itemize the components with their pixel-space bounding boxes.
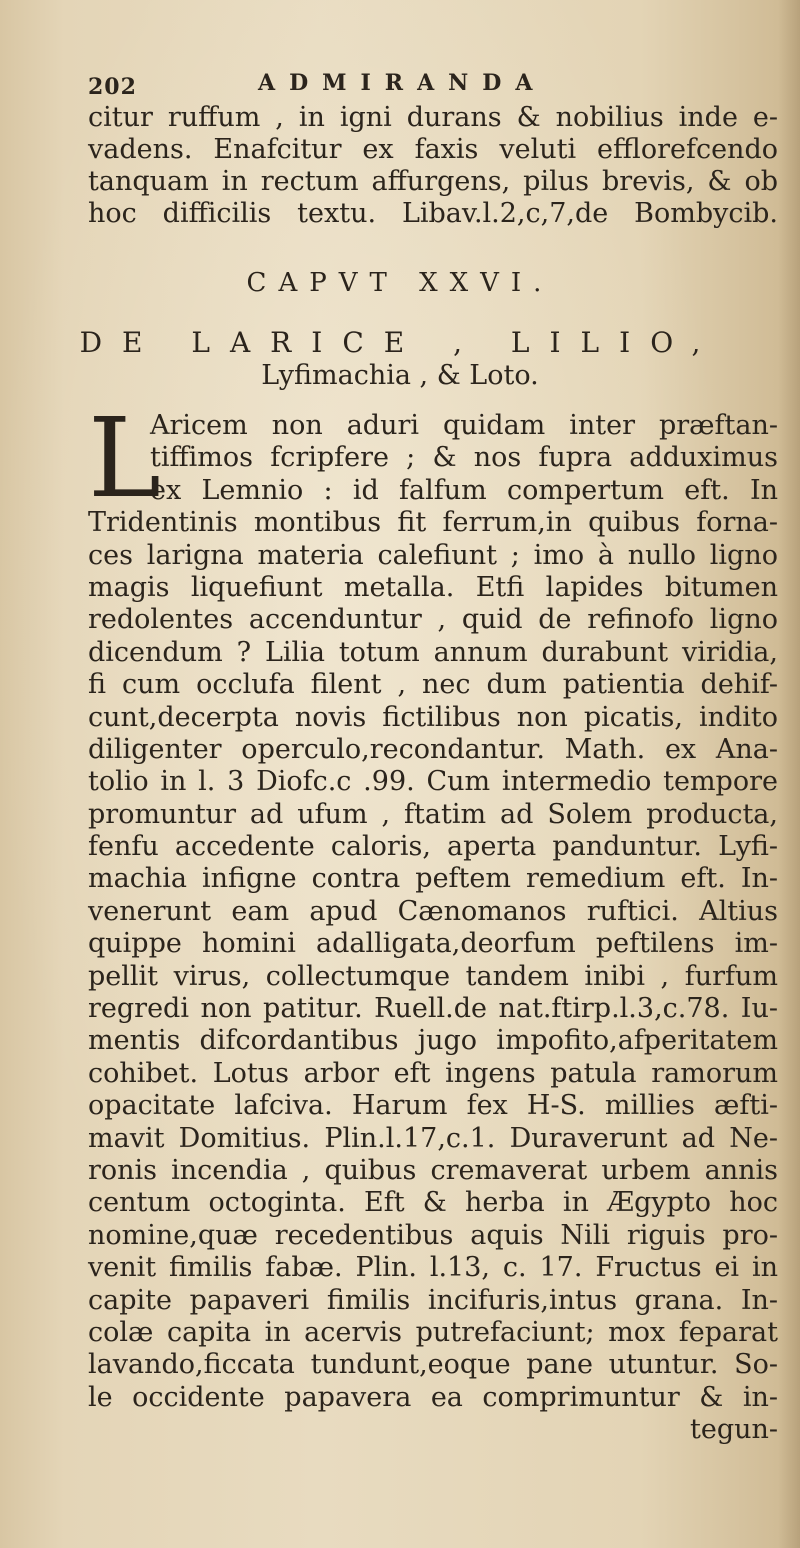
text-line: tiffimos fcripfere ; & nos fupra adduximus — [150, 442, 778, 474]
text-line: quippe homini adalligata,deorfum peftilens im- — [88, 928, 778, 960]
text-line: tolio in l. 3 Diofc.c .99. Cum intermedio tempore — [88, 766, 778, 798]
text-line: ex Lemnio : id falfum compertum eft. In — [150, 474, 778, 506]
text-line: tanquam in rectum affurgens, pilus brevis, & ob — [88, 166, 778, 197]
text-line: dicendum ? Lilia totum annum durabunt viridia, — [88, 636, 778, 668]
text-line: ces larigna materia calefiunt ; imo à nullo ligno — [88, 539, 778, 571]
chapter-heading: CAPVT XXVI. — [246, 268, 554, 298]
continued-text — [88, 102, 778, 230]
page-number: 202 — [88, 74, 137, 100]
text-line: venit fimilis fabæ. Plin. l.13, c. 17. Fructus ei in — [88, 1252, 778, 1284]
text-line: ronis incendia , quibus cremaverat urbem annis — [88, 1154, 778, 1186]
running-title: ADMIRANDA — [258, 70, 547, 96]
text-line: fi cum occlufa filent , nec dum patientia dehif- — [88, 669, 778, 701]
text-line: Tridentinis montibus fit ferrum,in quibus forna- — [88, 507, 778, 539]
drop-cap: L — [88, 394, 162, 522]
text-line: diligenter operculo,recondantur. Math. ex Ana- — [88, 733, 778, 765]
text-line: hoc difficilis textu. Libav.l.2,c,7,de Bombycib. — [88, 198, 778, 229]
text-line: capite papaveri fimilis incifuris,intus grana. In- — [88, 1284, 778, 1316]
text-line: venerunt eam apud Cænomanos ruftici. Altius — [88, 895, 778, 927]
text-line: nomine,quæ recedentibus aquis Nili riguis pro- — [88, 1219, 778, 1251]
text-line: Aricem non aduri quidam inter præftan- — [150, 410, 778, 441]
chapter-body — [88, 394, 778, 1447]
text-line: le occidente papavera ea comprimuntur & in- — [88, 1381, 778, 1413]
text-line: lavando,ficcata tundunt,eoque pane utuntur. So- — [88, 1349, 778, 1381]
text-line: cohibet. Lotus arbor eft ingens patula ramorum — [88, 1057, 778, 1089]
text-line: promuntur ad ufum , ftatim ad Solem producta, — [88, 798, 778, 830]
text-line: machia infigne contra peftem remedium eft. In- — [88, 863, 778, 895]
page-header — [88, 70, 768, 106]
chapter-title-line-1: DE LARICE , LILIO, — [79, 326, 721, 359]
text-line: centum octoginta. Eft & herba in Ægypto hoc — [88, 1187, 778, 1219]
catchword: tegun- — [689, 1414, 778, 1446]
text-line: citur ruffum , in igni durans & nobilius inde e- — [88, 102, 778, 133]
text-line: mavit Domitius. Plin.l.17,c.1. Duraverunt ad Ne- — [88, 1122, 778, 1154]
text-line: opacitate lafciva. Harum fex H-S. millies æfti- — [88, 1090, 778, 1122]
text-line: vadens. Enafcitur ex faxis veluti efflorefcendo — [88, 134, 778, 165]
text-line: pellit virus, collectumque tandem inibi , furfum — [88, 960, 778, 992]
text-line: colæ capita in acervis putrefaciunt; mox feparat — [88, 1316, 778, 1348]
text-line: mentis difcordantibus jugo impofito,afperitatem — [88, 1025, 778, 1057]
text-line: regredi non patitur. Ruell.de nat.ftirp.l.3,c.78. Iu- — [88, 993, 778, 1025]
chapter-title-line-2: Lyfimachia , & Loto. — [261, 360, 539, 391]
text-line: redolentes accenduntur , quid de refinofo ligno — [88, 604, 778, 636]
text-line: cunt,decerpta novis fictilibus non picatis, indito — [88, 701, 778, 733]
text-line: magis liquefiunt metalla. Etfi lapides bitumen — [88, 571, 778, 603]
text-line: fenfu accedente caloris, aperta panduntur. Lyfi- — [88, 831, 778, 863]
